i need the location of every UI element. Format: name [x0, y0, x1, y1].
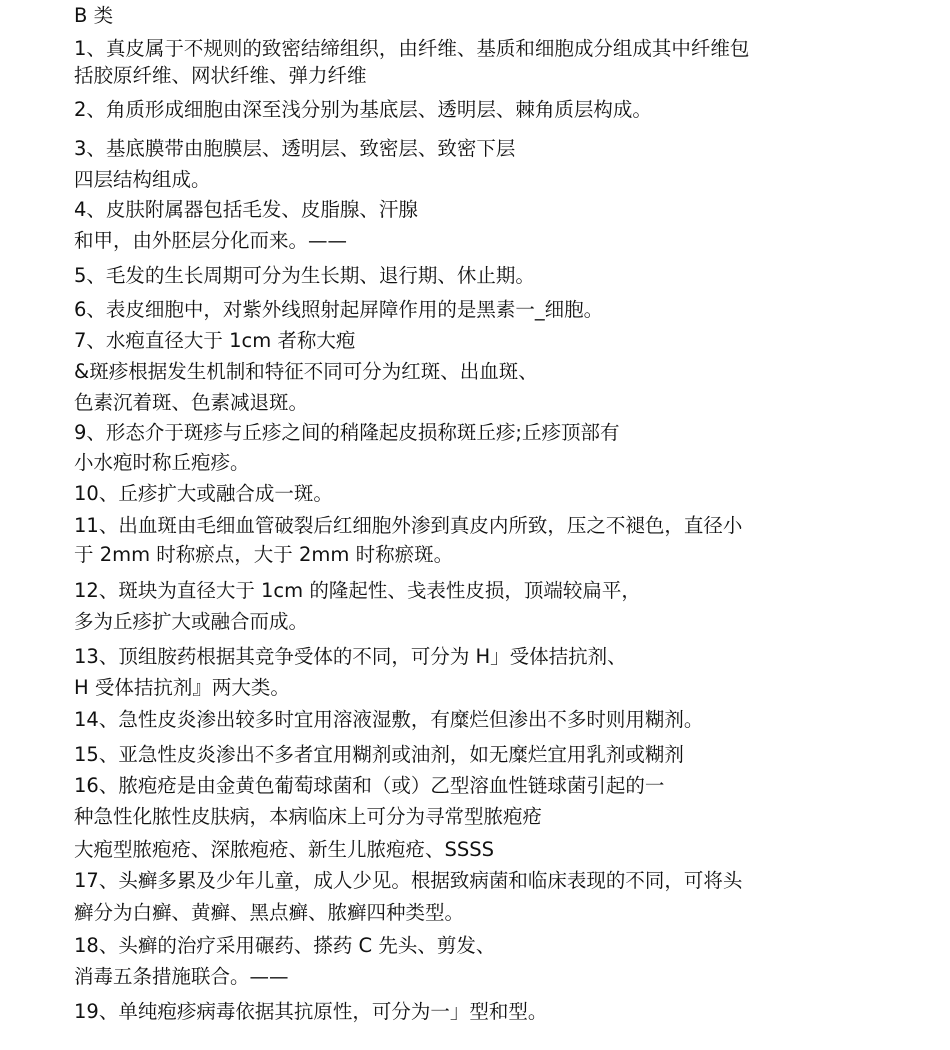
text-line-4: 3、基底膜带由胞膜层、透明层、致密层、致密下层 — [74, 137, 516, 160]
text-line-1: 1、真皮属于不规则的致密结缔组织，由纤维、基质和细胞成分组成其中纤维包 — [74, 37, 750, 60]
text-line-22: 14、急性皮炎渗出较多时宜用溶液湿敷，有糜烂但渗出不多时则用糊剂。 — [74, 708, 704, 731]
text-line-16: 11、出血斑由毛细血管破裂后红细胞外渗到真皮内所致，压之不褪色，直径小 — [74, 514, 743, 537]
text-line-19: 多为丘疹扩大或融合而成。 — [74, 610, 309, 633]
text-line-29: 18、头癣的治疗采用碾药、搽药 C 先头、剪发、 — [74, 934, 496, 957]
text-line-17: 于 2mm 时称瘀点，大于 2mm 时称瘀斑。 — [74, 543, 454, 566]
text-line-15: 10、丘疹扩大或融合成一斑。 — [74, 482, 333, 505]
text-line-18: 12、斑块为直径大于 1cm 的隆起性、戋表性皮损，顶端较扁平， — [74, 579, 641, 602]
text-line-28: 癣分为白癣、黄癣、黑点癣、脓癣四种类型。 — [74, 901, 465, 924]
text-line-6: 4、皮肤附属器包括毛发、皮脂腺、汗腺 — [74, 198, 418, 221]
text-line-9: 6、表皮细胞中，对紫外线照射起屏障作用的是黑素一_细胞。 — [74, 298, 604, 321]
text-line-26: 大疱型脓疱疮、深脓疱疮、新生儿脓疱疮、SSSS — [74, 838, 495, 861]
section-heading: B 类 — [74, 4, 114, 27]
text-line-13: 9、形态介于斑疹与丘疹之间的稍隆起皮损称斑丘疹;丘疹顶部有 — [74, 421, 620, 444]
text-line-5: 四层结构组成。 — [74, 168, 211, 191]
text-line-25: 种急性化脓性皮肤病，本病临床上可分为寻常型脓疱疮 — [74, 805, 543, 828]
text-line-2: 括胶原纤维、网状纤维、弹力纤维 — [74, 64, 367, 87]
text-line-8: 5、毛发的生长周期可分为生长期、退行期、休止期。 — [74, 264, 535, 287]
text-line-21: H 受体拮抗剂』两大类。 — [74, 676, 290, 699]
text-line-24: 16、脓疱疮是由金黄色葡萄球菌和（或）乙型溶血性链球菌引起的一 — [74, 774, 665, 797]
text-line-3: 2、角质形成细胞由深至浅分别为基底层、透明层、棘角质层构成。 — [74, 98, 652, 121]
text-line-31: 19、单纯疱疹病毒依据其抗原性，可分为一」型和型。 — [74, 1000, 548, 1023]
text-line-23: 15、亚急性皮炎渗出不多者宜用糊剂或油剂，如无糜烂宜用乳剂或糊剂 — [74, 743, 684, 766]
text-line-12: 色素沉着斑、色素减退斑。 — [74, 391, 309, 414]
text-line-30: 消毒五条措施联合。—— — [74, 965, 289, 988]
text-line-7: 和甲，由外胚层分化而来。—— — [74, 229, 348, 252]
text-line-14: 小水疱时称丘疱疹。 — [74, 451, 250, 474]
text-line-27: 17、头癣多累及少年儿童，成人少见。根据致病菌和临床表现的不同，可将头 — [74, 869, 743, 892]
text-line-10: 7、水疱直径大于 1cm 者称大疱 — [74, 329, 356, 352]
text-line-11: &斑疹根据发生机制和特征不同可分为红斑、出血斑、 — [74, 360, 538, 383]
text-line-20: 13、顶组胺药根据其竞争受体的不同，可分为 H」受体拮抗剂、 — [74, 645, 627, 668]
